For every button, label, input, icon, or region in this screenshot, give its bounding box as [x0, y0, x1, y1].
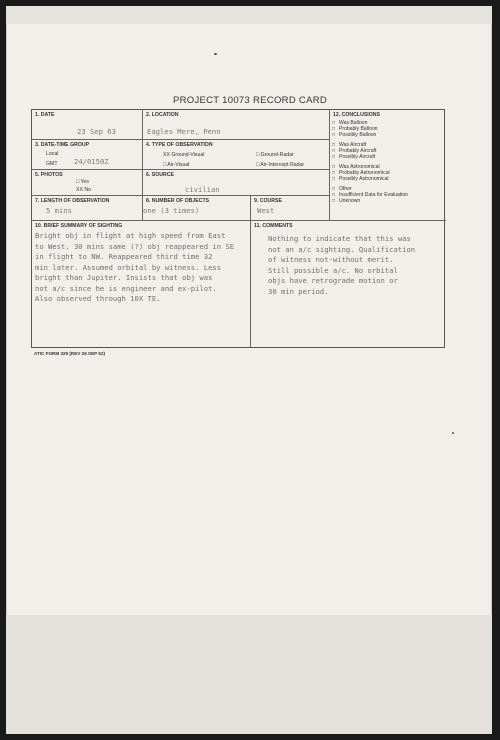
paper-speck	[452, 432, 454, 434]
summary-line: to West. 30 mins same (?) obj reappeared in SE	[35, 241, 235, 251]
conclusions-label: 12. CONCLUSIONS	[333, 112, 380, 118]
top-margin-band	[6, 6, 492, 24]
photos-no: XX No	[76, 187, 91, 193]
length-label: 7. LENGTH OF OBSERVATION	[35, 198, 110, 204]
number-of-objects-value: one (3 times)	[143, 206, 200, 215]
summary-line: Also observed through 10X TE.	[35, 294, 161, 303]
conclusion-option: □ Was Astronomical	[332, 164, 380, 170]
summary-line: min later. Assumed orbital by witness. Less	[35, 262, 222, 272]
source-cell	[143, 170, 330, 196]
date-label: 1. DATE	[35, 112, 55, 118]
comments-text	[268, 234, 415, 297]
conclusion-option: □ Possibly Astronomical	[332, 176, 389, 182]
location-cell	[143, 110, 330, 140]
conclusions-cell	[330, 110, 446, 221]
conclusion-option: □ Other	[332, 186, 352, 192]
datetime-group-label: 3. DATE-TIME GROUP	[35, 142, 90, 148]
date-cell	[32, 110, 143, 140]
summary-label: 10. BRIEF SUMMARY OF SIGHTING	[35, 223, 123, 229]
comment-line: Nothing to indicate that this was	[268, 234, 411, 243]
summary-line: not a/c since he is engineer and ex-pilot.	[35, 283, 217, 293]
datetime-group-cell	[32, 140, 143, 170]
summary-cell	[32, 221, 251, 347]
photos-yes: □ Yes	[76, 179, 89, 185]
course-cell	[251, 196, 330, 221]
comment-line: objs have retrograde motion or	[268, 276, 398, 285]
summary-line: in flight to NW. Reappeared third time 32	[35, 252, 213, 261]
record-card-form	[31, 109, 445, 348]
conclusion-option: □ Possibly Balloon	[332, 132, 377, 138]
conclusion-option: □ Insufficient Data for Evaluation	[332, 192, 408, 198]
option-ground-visual: XX Ground-Visual	[163, 152, 205, 158]
conclusion-option: □ Unknown	[332, 198, 361, 204]
conclusion-option: □ Possibly Aircraft	[332, 154, 376, 160]
source-value: civilian	[185, 185, 220, 194]
conclusion-option: □ Was Balloon	[332, 120, 368, 126]
date-value: 23 Sep 63	[77, 127, 116, 136]
course-label: 9. COURSE	[254, 198, 282, 204]
option-air-intercept-radar: □ Air-Intercept Radar	[256, 162, 305, 168]
type-of-observation-cell	[143, 140, 330, 170]
comments-cell	[251, 221, 446, 347]
summary-line: Bright obj in flight at high speed from East	[35, 231, 226, 240]
summary-line: bright than Jupiter. Insists that obj was	[35, 273, 213, 282]
conclusion-option: □ Was Aircraft	[332, 142, 367, 148]
option-air-visual: □ Air-Visual	[163, 162, 190, 168]
comments-label: 11. COMMENTS	[254, 223, 293, 229]
length-cell	[32, 196, 143, 221]
bottom-margin-band	[6, 615, 492, 734]
source-label: 6. SOURCE	[146, 172, 174, 178]
gmt-label: GMT	[46, 161, 58, 167]
conclusions-list	[332, 120, 444, 204]
comment-line: not an a/c sighting. Qualification	[268, 244, 416, 254]
comment-line: 30 min period.	[268, 286, 329, 296]
card-title: PROJECT 10073 RECORD CARD	[172, 95, 328, 106]
conclusion-option: □ Probably Balloon	[332, 126, 378, 132]
number-of-objects-label: 8. NUMBER OF OBJECTS	[146, 198, 210, 204]
local-label: Local	[46, 151, 59, 157]
photos-cell	[32, 170, 143, 196]
comment-line: Still possible a/c. No orbital	[268, 265, 398, 275]
location-label: 2. LOCATION	[146, 112, 179, 118]
course-value: West	[257, 206, 275, 215]
gmt-value: 24/0150Z	[74, 157, 109, 166]
conclusion-option: □ Probably Aircraft	[332, 148, 377, 154]
photos-label: 5. PHOTOS	[35, 172, 63, 178]
type-of-observation-label: 4. TYPE OF OBSERVATION	[146, 142, 213, 148]
comment-line: of witness not-without merit.	[268, 255, 394, 264]
form-number: ATIC FORM 329 (REV 26 SEP 52)	[34, 351, 106, 356]
summary-text	[35, 231, 234, 305]
option-ground-radar: □ Ground-Radar	[256, 152, 294, 158]
length-value: 5 mins	[46, 206, 72, 215]
location-value: Eagles Mere, Penn	[147, 127, 221, 136]
number-of-objects-cell	[143, 196, 251, 221]
paper-speck	[214, 53, 217, 55]
conclusion-option: □ Probably Astronomical	[332, 170, 390, 176]
